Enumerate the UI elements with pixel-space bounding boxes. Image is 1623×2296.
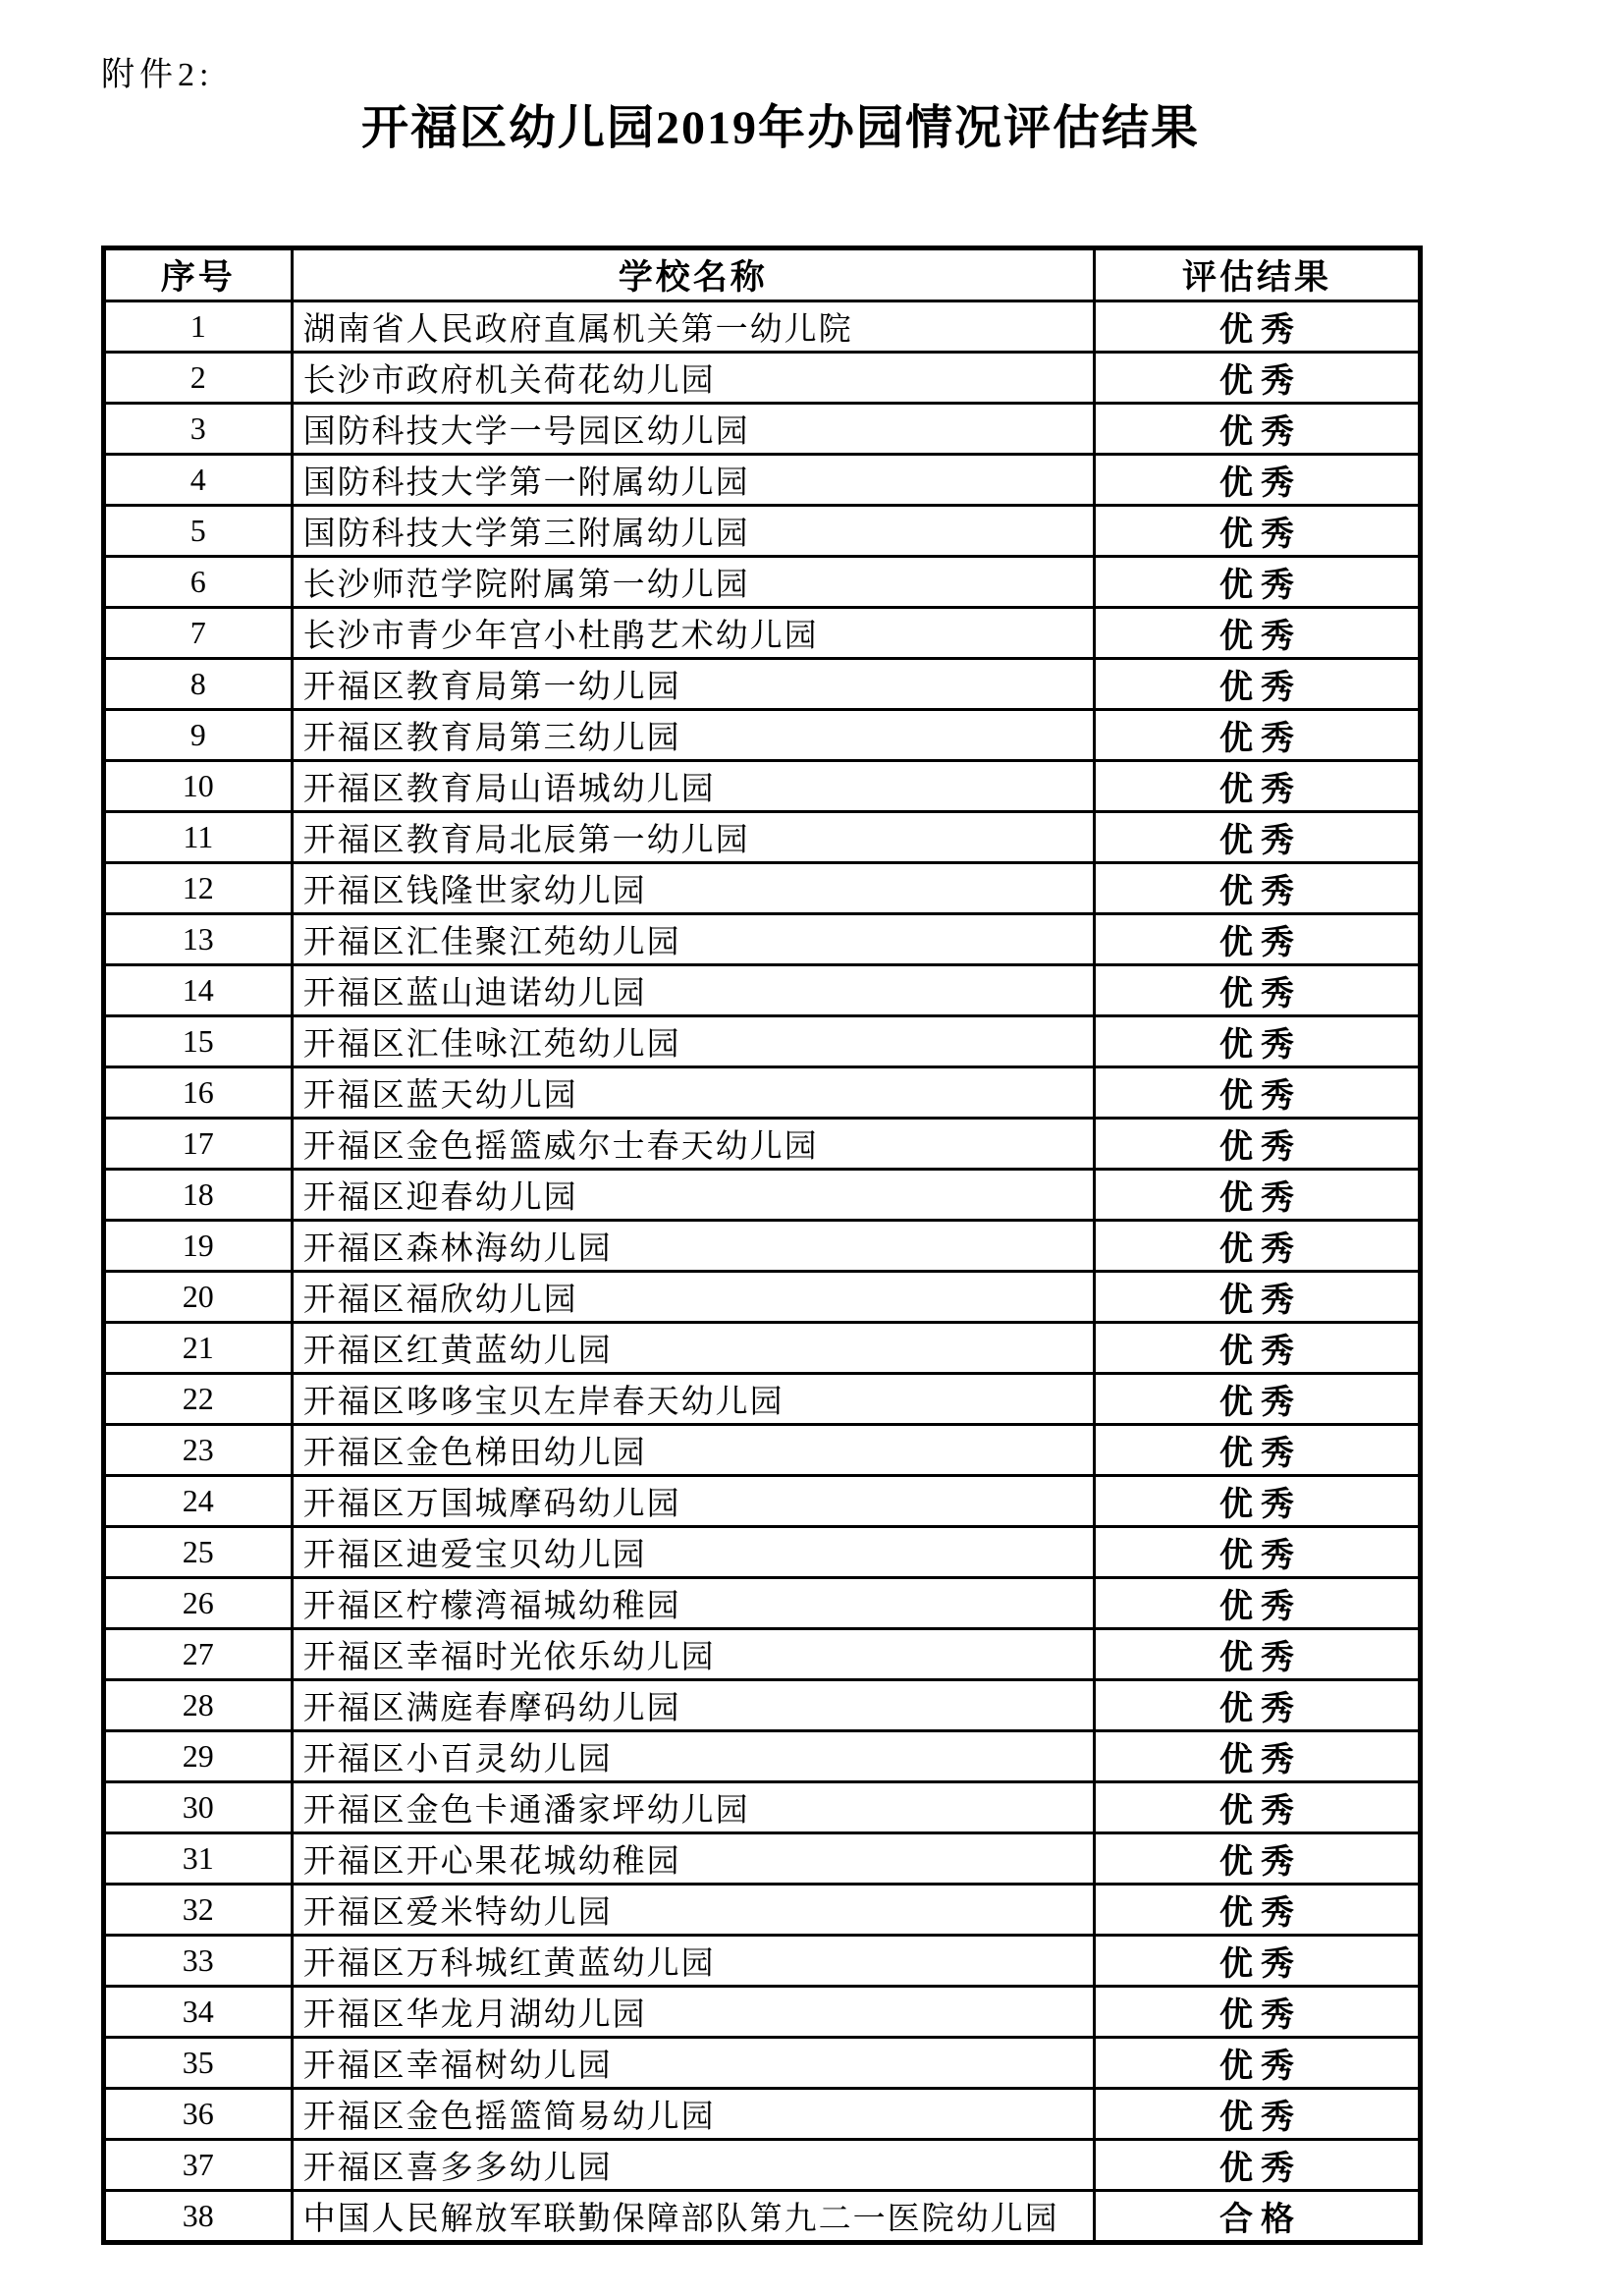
result-cell: 优秀 — [1095, 1425, 1421, 1476]
table-row — [104, 2089, 1421, 2140]
header-cell-result: 评估结果 — [1095, 248, 1421, 301]
result-cell: 优秀 — [1095, 965, 1421, 1016]
result-cell: 优秀 — [1095, 761, 1421, 812]
table-row — [104, 914, 1421, 965]
table-row — [104, 1936, 1421, 1987]
table-row — [104, 965, 1421, 1016]
row-number-cell: 7 — [104, 608, 293, 659]
table-row — [104, 1476, 1421, 1527]
school-name-cell: 开福区教育局山语城幼儿园 — [292, 761, 1094, 812]
row-number-cell: 13 — [104, 914, 293, 965]
row-number-cell: 30 — [104, 1782, 293, 1833]
row-number-cell: 22 — [104, 1374, 293, 1425]
row-number-cell: 29 — [104, 1731, 293, 1782]
school-name-cell: 开福区红黄蓝幼儿园 — [292, 1323, 1094, 1374]
table-row — [104, 608, 1421, 659]
row-number-cell: 27 — [104, 1629, 293, 1680]
result-cell: 优秀 — [1095, 2038, 1421, 2089]
table-row — [104, 557, 1421, 608]
table-row — [104, 506, 1421, 557]
school-name-cell: 开福区金色卡通潘家坪幼儿园 — [292, 1782, 1094, 1833]
row-number-cell: 16 — [104, 1067, 293, 1119]
school-name-cell: 开福区金色梯田幼儿园 — [292, 1425, 1094, 1476]
row-number-cell: 1 — [104, 301, 293, 353]
result-cell: 优秀 — [1095, 1885, 1421, 1936]
school-name-cell: 湖南省人民政府直属机关第一幼儿院 — [292, 301, 1094, 353]
school-name-cell: 开福区万科城红黄蓝幼儿园 — [292, 1936, 1094, 1987]
attachment-label: 附件2: — [101, 57, 214, 93]
row-number-cell: 28 — [104, 1680, 293, 1731]
school-name-cell: 国防科技大学一号园区幼儿园 — [292, 404, 1094, 455]
school-name-cell: 长沙市政府机关荷花幼儿园 — [292, 353, 1094, 404]
result-cell: 优秀 — [1095, 455, 1421, 506]
row-number-cell: 36 — [104, 2089, 293, 2140]
row-number-cell: 32 — [104, 1885, 293, 1936]
table-row — [104, 710, 1421, 761]
school-name-cell: 开福区柠檬湾福城幼稚园 — [292, 1578, 1094, 1629]
row-number-cell: 18 — [104, 1170, 293, 1221]
row-number-cell: 6 — [104, 557, 293, 608]
result-cell: 优秀 — [1095, 301, 1421, 353]
table-row — [104, 1067, 1421, 1119]
school-name-cell: 开福区迎春幼儿园 — [292, 1170, 1094, 1221]
table-row — [104, 1374, 1421, 1425]
school-name-cell: 开福区喜多多幼儿园 — [292, 2140, 1094, 2191]
result-cell: 优秀 — [1095, 1016, 1421, 1067]
table-body — [104, 301, 1421, 2243]
page-title: 开福区幼儿园2019年办园情况评估结果 — [360, 102, 1200, 154]
school-name-cell: 长沙师范学院附属第一幼儿园 — [292, 557, 1094, 608]
result-cell: 优秀 — [1095, 1323, 1421, 1374]
school-name-cell: 开福区教育局北辰第一幼儿园 — [292, 812, 1094, 863]
table-row — [104, 1016, 1421, 1067]
row-number-cell: 20 — [104, 1272, 293, 1323]
result-cell: 优秀 — [1095, 1067, 1421, 1119]
table-row — [104, 1119, 1421, 1170]
table-row — [104, 455, 1421, 506]
row-number-cell: 19 — [104, 1221, 293, 1272]
result-cell: 优秀 — [1095, 863, 1421, 914]
table-row — [104, 1885, 1421, 1936]
school-name-cell: 中国人民解放军联勤保障部队第九二一医院幼儿园 — [292, 2191, 1094, 2243]
row-number-cell: 34 — [104, 1987, 293, 2038]
school-name-cell: 开福区小百灵幼儿园 — [292, 1731, 1094, 1782]
table-row — [104, 659, 1421, 710]
table-row — [104, 404, 1421, 455]
table-row — [104, 1680, 1421, 1731]
row-number-cell: 35 — [104, 2038, 293, 2089]
school-name-cell: 开福区蓝天幼儿园 — [292, 1067, 1094, 1119]
school-name-cell: 开福区汇佳咏江苑幼儿园 — [292, 1016, 1094, 1067]
row-number-cell: 21 — [104, 1323, 293, 1374]
result-cell: 优秀 — [1095, 812, 1421, 863]
row-number-cell: 11 — [104, 812, 293, 863]
result-cell: 优秀 — [1095, 1374, 1421, 1425]
table-row — [104, 1323, 1421, 1374]
result-cell: 优秀 — [1095, 2140, 1421, 2191]
table-row — [104, 1527, 1421, 1578]
school-name-cell: 开福区开心果花城幼稚园 — [292, 1833, 1094, 1885]
row-number-cell: 5 — [104, 506, 293, 557]
row-number-cell: 26 — [104, 1578, 293, 1629]
table-row — [104, 1221, 1421, 1272]
result-cell: 优秀 — [1095, 353, 1421, 404]
table-row — [104, 2038, 1421, 2089]
school-name-cell: 开福区金色摇篮简易幼儿园 — [292, 2089, 1094, 2140]
result-cell: 优秀 — [1095, 506, 1421, 557]
result-cell: 优秀 — [1095, 914, 1421, 965]
result-cell: 优秀 — [1095, 659, 1421, 710]
table-row — [104, 761, 1421, 812]
table-row — [104, 1833, 1421, 1885]
row-number-cell: 10 — [104, 761, 293, 812]
table-row — [104, 1425, 1421, 1476]
school-name-cell: 开福区钱隆世家幼儿园 — [292, 863, 1094, 914]
table-row — [104, 1987, 1421, 2038]
result-cell: 优秀 — [1095, 557, 1421, 608]
row-number-cell: 23 — [104, 1425, 293, 1476]
table-row — [104, 301, 1421, 353]
row-number-cell: 8 — [104, 659, 293, 710]
table-row — [104, 1629, 1421, 1680]
school-name-cell: 开福区汇佳聚江苑幼儿园 — [292, 914, 1094, 965]
result-cell: 优秀 — [1095, 1629, 1421, 1680]
row-number-cell: 25 — [104, 1527, 293, 1578]
row-number-cell: 14 — [104, 965, 293, 1016]
header-cell-number: 序号 — [104, 248, 293, 301]
result-cell: 优秀 — [1095, 1221, 1421, 1272]
row-number-cell: 24 — [104, 1476, 293, 1527]
school-name-cell: 长沙市青少年宫小杜鹃艺术幼儿园 — [292, 608, 1094, 659]
table-row — [104, 1170, 1421, 1221]
table-row — [104, 812, 1421, 863]
school-name-cell: 开福区森林海幼儿园 — [292, 1221, 1094, 1272]
table-row — [104, 1578, 1421, 1629]
school-name-cell: 开福区迪爱宝贝幼儿园 — [292, 1527, 1094, 1578]
result-cell: 优秀 — [1095, 608, 1421, 659]
school-name-cell: 开福区教育局第一幼儿园 — [292, 659, 1094, 710]
table-row — [104, 2191, 1421, 2243]
result-cell: 优秀 — [1095, 1782, 1421, 1833]
row-number-cell: 38 — [104, 2191, 293, 2243]
school-name-cell: 开福区金色摇篮威尔士春天幼儿园 — [292, 1119, 1094, 1170]
table-row — [104, 353, 1421, 404]
result-cell: 优秀 — [1095, 1680, 1421, 1731]
school-name-cell: 开福区满庭春摩码幼儿园 — [292, 1680, 1094, 1731]
school-name-cell: 国防科技大学第三附属幼儿园 — [292, 506, 1094, 557]
school-name-cell: 开福区华龙月湖幼儿园 — [292, 1987, 1094, 2038]
row-number-cell: 15 — [104, 1016, 293, 1067]
result-cell: 优秀 — [1095, 1476, 1421, 1527]
evaluation-table — [101, 246, 1423, 2245]
result-cell: 优秀 — [1095, 1731, 1421, 1782]
result-cell: 优秀 — [1095, 404, 1421, 455]
result-cell: 优秀 — [1095, 1936, 1421, 1987]
header-row — [104, 248, 1421, 301]
row-number-cell: 9 — [104, 710, 293, 761]
table-row — [104, 1272, 1421, 1323]
result-cell: 合格 — [1095, 2191, 1421, 2243]
table-row — [104, 2140, 1421, 2191]
row-number-cell: 2 — [104, 353, 293, 404]
header-cell-school-name: 学校名称 — [292, 248, 1094, 301]
school-name-cell: 开福区教育局第三幼儿园 — [292, 710, 1094, 761]
result-cell: 优秀 — [1095, 1170, 1421, 1221]
row-number-cell: 31 — [104, 1833, 293, 1885]
row-number-cell: 17 — [104, 1119, 293, 1170]
result-cell: 优秀 — [1095, 1119, 1421, 1170]
row-number-cell: 12 — [104, 863, 293, 914]
row-number-cell: 37 — [104, 2140, 293, 2191]
school-name-cell: 开福区蓝山迪诺幼儿园 — [292, 965, 1094, 1016]
school-name-cell: 开福区哆哆宝贝左岸春天幼儿园 — [292, 1374, 1094, 1425]
school-name-cell: 开福区幸福时光依乐幼儿园 — [292, 1629, 1094, 1680]
result-cell: 优秀 — [1095, 710, 1421, 761]
result-cell: 优秀 — [1095, 1578, 1421, 1629]
table-row — [104, 1731, 1421, 1782]
result-cell: 优秀 — [1095, 2089, 1421, 2140]
row-number-cell: 3 — [104, 404, 293, 455]
school-name-cell: 开福区万国城摩码幼儿园 — [292, 1476, 1094, 1527]
school-name-cell: 国防科技大学第一附属幼儿园 — [292, 455, 1094, 506]
result-cell: 优秀 — [1095, 1272, 1421, 1323]
school-name-cell: 开福区福欣幼儿园 — [292, 1272, 1094, 1323]
school-name-cell: 开福区爱米特幼儿园 — [292, 1885, 1094, 1936]
table-row — [104, 1782, 1421, 1833]
result-cell: 优秀 — [1095, 1987, 1421, 2038]
table-row — [104, 863, 1421, 914]
result-cell: 优秀 — [1095, 1527, 1421, 1578]
school-name-cell: 开福区幸福树幼儿园 — [292, 2038, 1094, 2089]
row-number-cell: 33 — [104, 1936, 293, 1987]
row-number-cell: 4 — [104, 455, 293, 506]
result-cell: 优秀 — [1095, 1833, 1421, 1885]
